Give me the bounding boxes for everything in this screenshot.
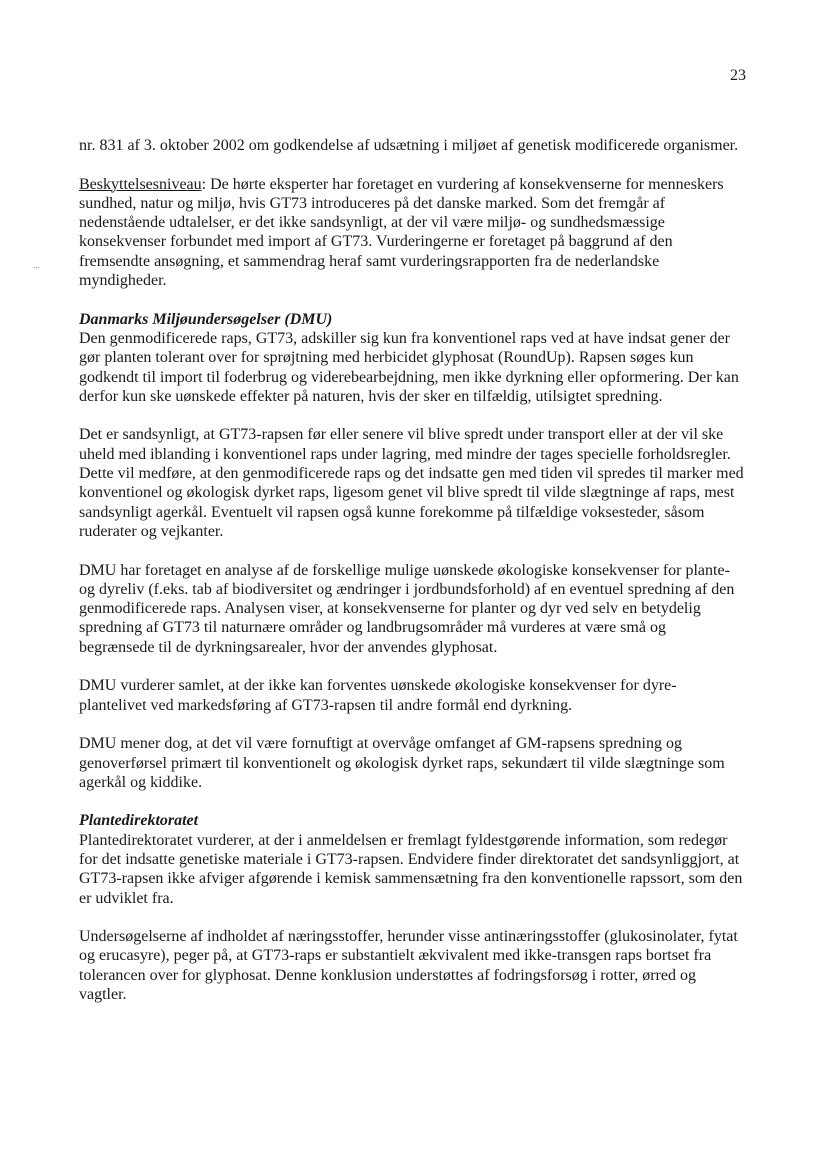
- beskyttelse-paragraph: [79, 175, 745, 291]
- dmu-heading: Danmarks Miljøundersøgelser (DMU): [79, 310, 333, 328]
- document-body: [79, 136, 745, 1024]
- beskyttelse-text: : De hørte eksperter har foretaget en vurdering af konsekvenserne for menneskers sundhed, natur og miljø, hvis GT73 introduceres på det danske marked. Som det fremgår af nedenstående udtalelser, er det ikke sandsynligt, at der vil være miljø- og sundhedsmæssige konsekvenser forbundet med import af GT73. Vurderingerne er foretaget på baggrund af den fremsendte ansøgning, et sammendrag heraf samt vurderingsrapporten fra de nederlandske myndigheder.: [79, 175, 724, 290]
- beskyttelse-label: Beskyttelsesniveau: [79, 175, 202, 193]
- plantedirektoratet-paragraph-2: Undersøgelserne af indholdet af næringsstoffer, herunder visse antinæringsstoffer (glukosinolater, fytat og erucasyre), peger på, at GT73-raps er substantielt ækvivalent med ikke-transgen raps bortset fra tolerancen over for glyphosat. Denne konklusion understøttes af fodringsforsøg i rotter, ørred og vagtler.: [79, 928, 738, 1004]
- plantedirektoratet-heading: Plantedirektoratet: [79, 812, 199, 830]
- intro-paragraph: nr. 831 af 3. oktober 2002 om godkendelse af udsætning i miljøet af genetisk modificerede organismer.: [79, 137, 739, 154]
- dmu-section: [79, 310, 745, 406]
- dmu-paragraph-4: DMU vurderer samlet, at der ikke kan forventes uønskede økologiske konsekvenser for dyre- plantelivet ved markedsføring af GT73-rapsen til andre formål end dyrkning.: [79, 677, 677, 714]
- plantedirektoratet-section: [79, 811, 745, 907]
- dmu-paragraph-5: DMU mener dog, at det vil være fornuftigt at overvåge omfanget af GM-rapsens spredning og genoverførsel primært til konventionelt og økologisk dyrket raps, sekundært til vilde slægtninge som agerkål og kiddike.: [79, 735, 725, 791]
- page-number: 23: [730, 67, 746, 84]
- dmu-paragraph-2: Det er sandsynligt, at GT73-rapsen før eller senere vil blive spredt under transport eller at der vil ske uheld med iblanding i konventionel raps under lagring, med mindre der tages specielle forholdsregler. Dette vil medføre, at den genmodificerede raps og det indsatte gen med tiden vil spredes til marker med konventionel og økologisk dyrket raps, ligesom genet vil blive spredt til vilde slægtninge af raps, mest sandsynligt agerkål. Eventuelt vil rapsen også kunne forekomme på tilfældige voksesteder, såsom ruderater og vejkanter.: [79, 426, 744, 540]
- dmu-paragraph-1: Den genmodificerede raps, GT73, adskiller sig kun fra konventionel raps ved at have indsat gener der gør planten tolerant over for sprøjtning med herbicidet glyphosat (RoundUp). Rapsen søges kun godkendt til import til foderbrug og viderebearbejdning, men ikke dyrkning eller opformering. Der kan derfor kun ske uønskede effekter på naturen, hvis der sker en tilfældig, utilsigtet spredning.: [79, 329, 739, 405]
- plantedirektoratet-paragraph-1: Plantedirektoratet vurderer, at der i anmeldelsen er fremlagt fyldestgørende information, som redegør for det indsatte genetiske materiale i GT73-rapsen. Endvidere finder direktoratet det sandsynliggjort, at GT73-rapsen ikke afviger afgørende i kemisk sammensætning fra den konventionelle rapssort, som den er udviklet fra.: [79, 831, 743, 907]
- stray-mark: ...: [33, 260, 40, 270]
- dmu-paragraph-3: DMU har foretaget en analyse af de forskellige mulige uønskede økologiske konsekvenser for plante- og dyreliv (f.eks. tab af biodiversitet og ændringer i jordbundsforhold) af en eventuel spredning af den genmodificerede raps. Analysen viser, at konsekvenserne for planter og dyr ved selv en betydelig spredning af GT73 til naturnære områder og landbrugsområder må vurderes at være små og begrænsede til de dyrkningsarealer, hvor der anvendes glyphosat.: [79, 561, 735, 656]
